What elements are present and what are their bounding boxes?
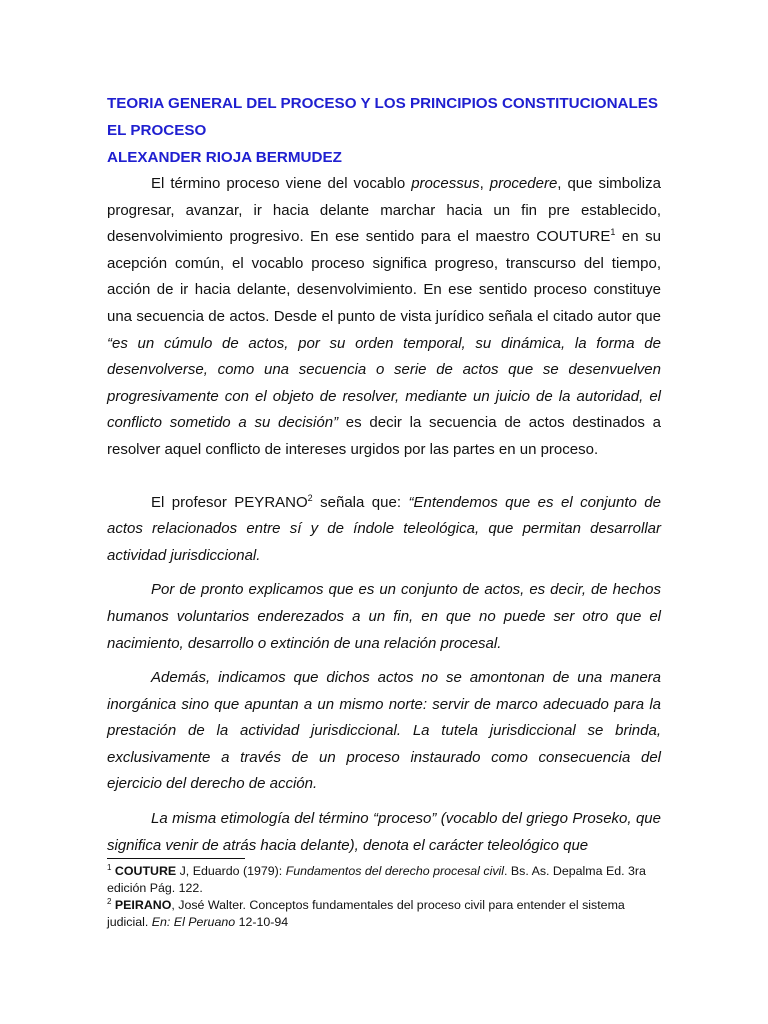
- italic-text: La misma etimología del término “proceso” (vocablo del griego Proseko, que significa venir de atrás hacia delante), denota el carácter teleológico que: [107, 810, 661, 854]
- paragraph-5: [107, 806, 661, 859]
- footnotes: [107, 858, 661, 931]
- text-run: es decir la secuencia de actos destinados a resolver aquel conflicto de intereses urgidos por las partes en un proceso.: [107, 414, 661, 458]
- footnote-work-title: Fundamentos del derecho procesal civil: [285, 864, 505, 878]
- italic-text: Por de pronto explicamos que es un conjunto de actos, es decir, de hechos humanos voluntarios enderezados a un fin, en que no puede ser otro que el nacimiento, desarrollo o extinción de una relación procesal.: [107, 581, 661, 652]
- section-title: EL PROCESO: [107, 122, 207, 139]
- text-run: . Bs. As. Depalma Ed. 3ra edición Pág. 122.: [107, 864, 646, 895]
- text-run: El profesor PEYRANO: [151, 493, 308, 511]
- paragraph-4: [107, 665, 661, 798]
- paragraph-2: [107, 490, 661, 570]
- quoted-definition: “es un cúmulo de actos, por su orden temporal, su dinámica, la forma de desenvolverse, como una secuencia o serie de actos que se desenvuelven progresivamente con el objeto de resolver, mediante un juicio de la autoridad, el conflicto sometido a su decisión”: [107, 334, 661, 432]
- footnote-author: PEIRANO: [114, 898, 172, 912]
- text-run: en su acepción común, el vocablo proceso significa progreso, transcurso del tiempo, acción de ir hacia delante, desenvolvimiento. En ese sentido proceso constituye una secuencia de actos. Desde el punto de vista jurídico señala el citado autor que: [107, 228, 661, 325]
- paragraph-3: [107, 577, 661, 657]
- author-name: ALEXANDER RIOJA BERMUDEZ: [107, 149, 342, 166]
- text-run: El término proceso viene del vocablo: [151, 175, 412, 192]
- italic-term-procedere: procedere: [489, 175, 558, 192]
- italic-text: Además, indicamos que dichos actos no se amontonan de una manera inorgánica sino que apuntan a un mismo norte: servir de marco adecuado para la prestación de la actividad jurisdiccional. La tutela jurisdiccional se brinda, exclusivamente a través de un proceso instaurado como consecuencia del ejercicio del derecho de acción.: [107, 669, 661, 793]
- paragraph-spacer: [107, 798, 661, 806]
- text-run: señala que:: [312, 493, 409, 511]
- footnote-source: En: El Peruano: [151, 915, 236, 929]
- italic-term-processus: processus: [411, 175, 480, 192]
- footnote-author: COUTURE: [114, 864, 177, 878]
- text-run: , José Walter. Conceptos fundamentales del proceso civil para entender el sistema judicial.: [107, 898, 625, 929]
- document-title: TEORIA GENERAL DEL PROCESO Y LOS PRINCIPIOS CONSTITUCIONALES: [107, 95, 659, 112]
- footnote-ref-2[interactable]: 2: [307, 492, 313, 503]
- text-run: , que simboliza progresar, avanzar, ir hacia delante marchar hacia un fin pre establecido, desenvolvimiento progresivo. En ese sentido para el maestro COUTURE: [107, 175, 661, 246]
- paragraph-spacer: [107, 464, 661, 490]
- footnote-number: 2: [107, 896, 112, 906]
- paragraph-spacer: [107, 657, 661, 665]
- paragraph-spacer: [107, 569, 661, 577]
- footnote-number: 1: [107, 862, 112, 872]
- footnote-1: [107, 863, 661, 897]
- quoted-definition: “Entendemos que es el conjunto de actos relacionados entre sí y de índole teleológica, que permitan desarrollar actividad jurisdiccional.: [107, 493, 661, 564]
- paragraph-1: [107, 171, 661, 464]
- footnote-2: [107, 897, 661, 931]
- footnote-divider: [107, 858, 245, 859]
- text-run: ,: [479, 175, 490, 192]
- text-run: 12-10-94: [235, 915, 289, 929]
- footnote-ref-1[interactable]: 1: [610, 227, 616, 238]
- text-run: J, Eduardo (1979):: [176, 864, 286, 878]
